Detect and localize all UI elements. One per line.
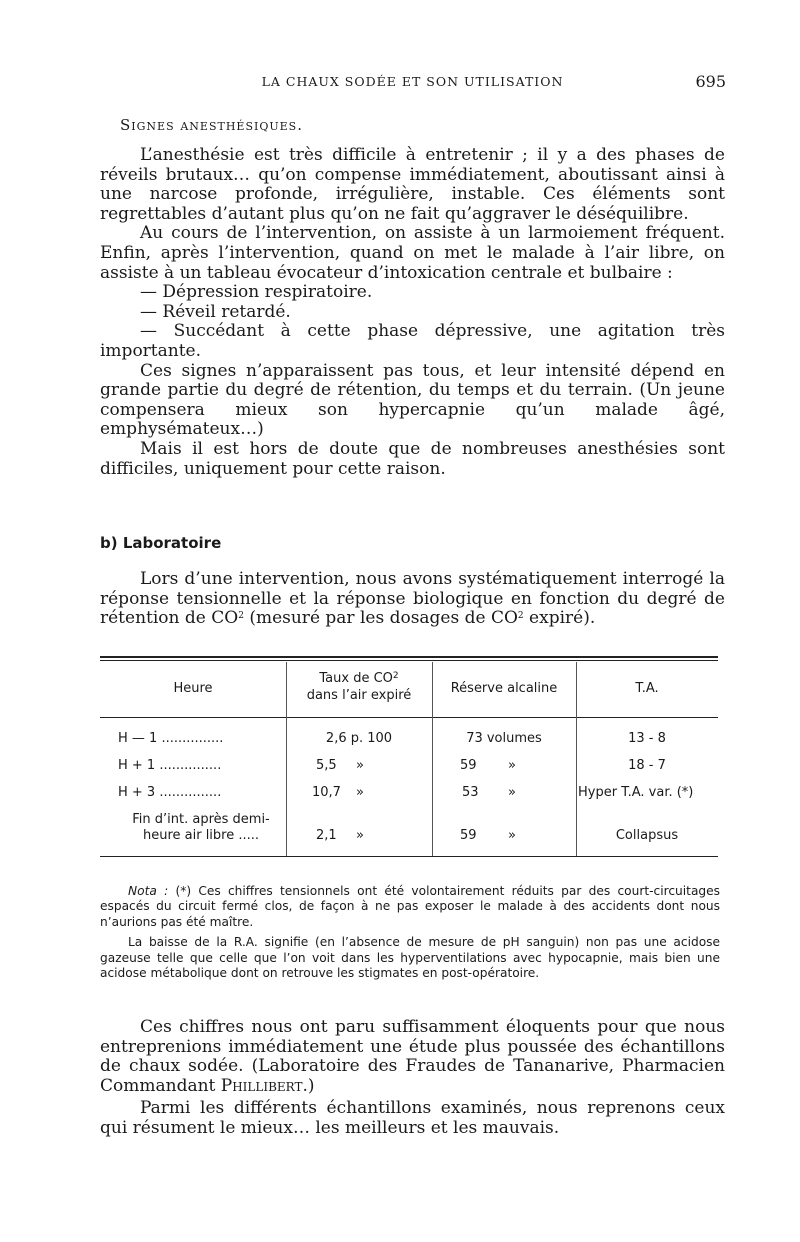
paragraph: Ces signes n’apparaissent pas tous, et leur intensité dépend en grande partie du degré de rétention, du temps et du terrain. (Un jeune compensera mieux son hypercapnie qu’un malade âgé, emphysémateux…) bbox=[100, 360, 725, 440]
nota-text: (*) Ces chiffres tensionnels ont été volontairement réduits par des court-circuitages espacés du circuit fermé clos, de façon à ne pas exposer le malade à des accidents dont nous n’aurions pas été maître. bbox=[100, 884, 720, 929]
table-rule-bottom bbox=[100, 856, 718, 857]
ra-note: La baisse de la R.A. signifie (en l’absence de mesure de pH sanguin) non pas une acidose gazeuse telle que celle que l’on voit dans les hyperventilations avec hypocapnie, mais bien une acidose métabolique dont on retrouve les stigmates en post-opératoire. bbox=[100, 935, 720, 981]
cell-taux: 10,7 bbox=[312, 785, 341, 800]
cell-heure: H + 3 ............... bbox=[118, 785, 222, 800]
cell-heure bbox=[118, 812, 284, 844]
cell-ta: 18 - 7 bbox=[628, 758, 666, 773]
superscript: 2 bbox=[517, 611, 524, 622]
cell-taux-ditto: » bbox=[356, 785, 364, 800]
paragraph-text: Ces chiffres nous ont paru suffisamment éloquents pour que nous entreprenions immédiatement une étude plus poussée des échantillons de chaux sodée. (Laboratoire des Fraudes de Tananarive, Pharmacien Commandant bbox=[100, 1017, 725, 1096]
cell-heure: H — 1 ............... bbox=[118, 731, 224, 746]
cell-reserve-ditto: » bbox=[508, 785, 516, 800]
cell-ta: 13 - 8 bbox=[628, 731, 666, 746]
paragraph: Parmi les différents échantillons examinés, nous reprenons ceux qui résument le mieux… les meilleurs et les mauvais. bbox=[100, 1098, 725, 1138]
table-rule-header bbox=[100, 717, 718, 718]
cell-heure-line2: heure air libre ..... bbox=[142, 828, 260, 843]
cell-reserve-ditto: » bbox=[508, 758, 516, 773]
running-head: LA CHAUX SODÉE ET SON UTILISATION bbox=[261, 74, 564, 89]
intro-text: Lors d’une intervention, nous avons systématiquement interrogé la réponse tensionnelle et la réponse biologique en fonction du degré de rétention de CO bbox=[100, 569, 725, 629]
header-reserve: Réserve alcaline bbox=[450, 681, 558, 696]
table-notes bbox=[100, 884, 720, 981]
header-taux bbox=[286, 670, 432, 704]
superscript: 2 bbox=[238, 611, 244, 622]
section-body bbox=[100, 146, 725, 479]
intro-text: (mesuré par les dosages de CO bbox=[243, 608, 518, 629]
section-title: Signes anesthésiques. bbox=[120, 116, 303, 134]
cell-ta: Collapsus bbox=[615, 828, 679, 843]
cell-reserve: 73 volumes bbox=[466, 731, 542, 746]
intro-text: expiré). bbox=[523, 608, 596, 629]
header-taux-line2: dans l’air expiré bbox=[306, 688, 412, 703]
subsection-title: b) Laboratoire bbox=[100, 534, 222, 552]
cell-reserve: 59 bbox=[460, 828, 477, 843]
header-taux-line1: Taux de CO bbox=[319, 671, 393, 686]
table-rule-top bbox=[100, 656, 718, 658]
cell-reserve-ditto: » bbox=[508, 828, 516, 843]
cell-taux-ditto: » bbox=[356, 758, 364, 773]
paragraph bbox=[100, 570, 725, 629]
nota bbox=[100, 884, 720, 930]
cell-taux: 2,1 bbox=[316, 828, 337, 843]
paragraph bbox=[100, 1018, 725, 1096]
nota-label: Nota : bbox=[128, 884, 169, 898]
cell-taux: 2,6 p. 100 bbox=[325, 731, 393, 746]
list-item: — Dépression respiratoire. bbox=[140, 282, 373, 303]
closing-text bbox=[100, 1018, 725, 1139]
cell-heure: H + 1 ............... bbox=[118, 758, 222, 773]
page-number: 695 bbox=[695, 72, 726, 91]
header-heure: Heure bbox=[173, 681, 213, 696]
subsection-intro bbox=[100, 570, 725, 629]
paragraph: L’anesthésie est très difficile à entretenir ; il y a des phases de réveils brutaux… qu’on compense immédiatement, aboutissant ainsi à une narcose profonde, irrégulière, instable. Ces éléments sont regrettables d’autant plus qu’on ne fait qu’aggraver le déséquilibre. bbox=[100, 145, 725, 224]
header-ta: T.A. bbox=[635, 681, 659, 696]
cell-reserve: 59 bbox=[460, 758, 477, 773]
author-name: Phillibert bbox=[220, 1075, 303, 1096]
superscript: 2 bbox=[392, 671, 399, 681]
list-item: — Réveil retardé. bbox=[140, 301, 291, 322]
list-item: — Succédant à cette phase dépressive, une agitation très importante. bbox=[100, 321, 725, 361]
paragraph: Au cours de l’intervention, on assiste à un larmoiement fréquent. Enfin, après l’intervention, quand on met le malade à l’air libre, on assiste à un tableau évocateur d’intoxication centrale et bulbaire : bbox=[100, 223, 725, 283]
cell-reserve: 53 bbox=[462, 785, 479, 800]
cell-ta: Hyper T.A. var. (*) bbox=[578, 785, 694, 800]
data-table bbox=[100, 656, 718, 860]
cell-taux: 5,5 bbox=[316, 758, 337, 773]
table-rule-top-2 bbox=[100, 660, 718, 661]
cell-heure-line1: Fin d’int. après demi- bbox=[132, 812, 270, 827]
cell-taux-ditto: » bbox=[356, 828, 364, 843]
paragraph: Mais il est hors de doute que de nombreuses anesthésies sont difficiles, uniquement pour cette raison. bbox=[100, 438, 725, 479]
paragraph-text: .) bbox=[302, 1075, 315, 1096]
